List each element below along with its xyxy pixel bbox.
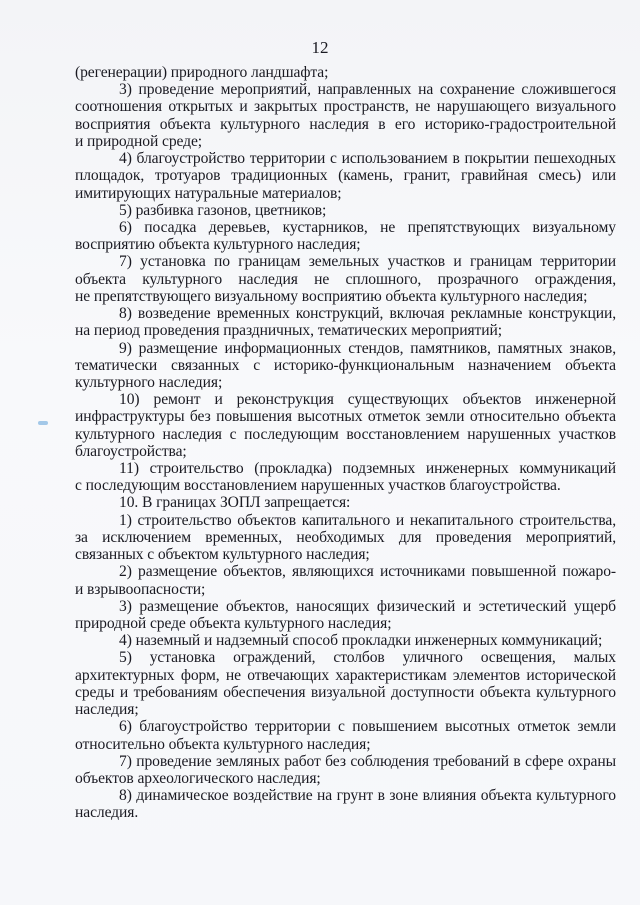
paragraph [75,598,616,632]
text-line: 10. В границах ЗОПЛ запрещается: [119,494,351,512]
paragraph [75,632,616,649]
text-line: 6) посадка деревьев, кустарников, не препятствующих визуальному [119,218,616,236]
text-line: наследия. [75,804,139,822]
text-line: культурного наследия; [75,373,223,391]
text-line: 3) проведение мероприятий, направленных на сохранение сложившегося [119,81,616,99]
text-line: на период проведения праздничных, тематических мероприятий; [75,322,502,340]
paragraph [75,64,616,81]
text-line: (регенерации) природного ландшафта; [75,64,329,81]
text-line: за исключением временных, необходимых для проведения мероприятий, [75,528,616,546]
text-line: архитектурных форм, не отвечающих характеристикам элементов исторической [75,666,616,684]
text-line: культурного наследия с последующим восстановлением нарушенных участков [75,425,616,443]
paragraph [75,512,616,564]
paragraph [75,460,616,494]
text-line: 7) проведение земляных работ без соблюдения требований в сфере охраны [119,752,616,770]
text-line: восприятию объекта культурного наследия; [75,236,361,254]
text-line: с последующим восстановлением нарушенных участков благоустройства. [75,477,561,495]
page-number: 12 [311,38,329,57]
paragraph [75,494,616,511]
paragraph [75,649,616,718]
text-line: тематически связанных с историко-функциональным назначением объекта [75,356,616,374]
paragraph [75,202,616,219]
text-line: объекта культурного наследия не сплошного, прозрачного ограждения, [75,270,616,288]
text-line: относительно объекта культурного наследия; [75,735,371,753]
text-line: площадок, тротуаров традиционных (камень, гранит, гравийная смесь) или [75,167,616,185]
paragraph [75,787,616,821]
text-line: и природной среде; [75,132,203,150]
paragraph [75,340,616,392]
text-line: 8) возведение временных конструкций, включая рекламные конструкции, [119,305,616,323]
text-line: 11) строительство (прокладка) подземных инженерных коммуникаций [119,460,616,478]
paragraph [75,753,616,787]
text-line: 9) размещение информационных стендов, памятников, памятных знаков, [119,339,616,357]
text-line: восприятия объекта культурного наследия в его историко-градостроительной [75,115,616,133]
text-line: и взрывоопасности; [75,580,206,598]
paragraph [75,81,616,150]
text-line: имитирующих натуральные материалов; [75,184,342,202]
text-line: благоустройства; [75,442,187,460]
text-line: 3) размещение объектов, наносящих физический и эстетический ущерб [119,597,616,615]
text-line: инфраструктуры без повышения высотных отметок земли относительно объекта [75,408,616,426]
text-line: объектов археологического наследия; [75,769,321,787]
text-line: 1) строительство объектов капитального и некапитального строительства, [119,511,616,529]
paragraph [75,391,616,460]
text-line: связанных с объектом культурного наследия; [75,546,370,564]
text-line: 10) ремонт и реконструкция существующих объектов инженерной [119,391,616,409]
text-line: 4) наземный и надземный способ прокладки инженерных коммуникаций; [119,632,603,650]
text-line: 4) благоустройство территории с использованием в покрытии пешеходных [119,150,616,168]
text-line: наследия; [75,701,139,719]
paragraph [75,305,616,339]
paragraph [75,150,616,202]
paragraph [75,219,616,253]
text-line: 5) установка ограждений, столбов уличного освещения, малых [119,649,616,667]
text-line: 5) разбивка газонов, цветников; [119,201,327,219]
document-body [75,64,616,822]
paragraph [75,718,616,752]
text-line: природной среде объекта культурного наследия; [75,615,392,632]
text-line: 7) установка по границам земельных участков и границам территории [119,253,616,271]
paragraph [75,253,616,305]
text-line: среды и требованиям обеспечения визуальной доступности объекта культурного [75,683,616,701]
text-line: 8) динамическое воздействие на грунт в зоне влияния объекта культурного [119,787,616,805]
text-line: соотношения открытых и закрытых пространств, не нарушающего визуального [75,98,616,116]
text-line: 2) размещение объектов, являющихся источниками повышенной пожаро- [119,563,616,581]
text-line: 6) благоустройство территории с повышением высотных отметок земли [119,718,616,736]
paragraph [75,563,616,597]
text-line: не препятствующего визуальному восприятию объекта культурного наследия; [75,287,588,305]
scan-artifact [38,421,48,425]
